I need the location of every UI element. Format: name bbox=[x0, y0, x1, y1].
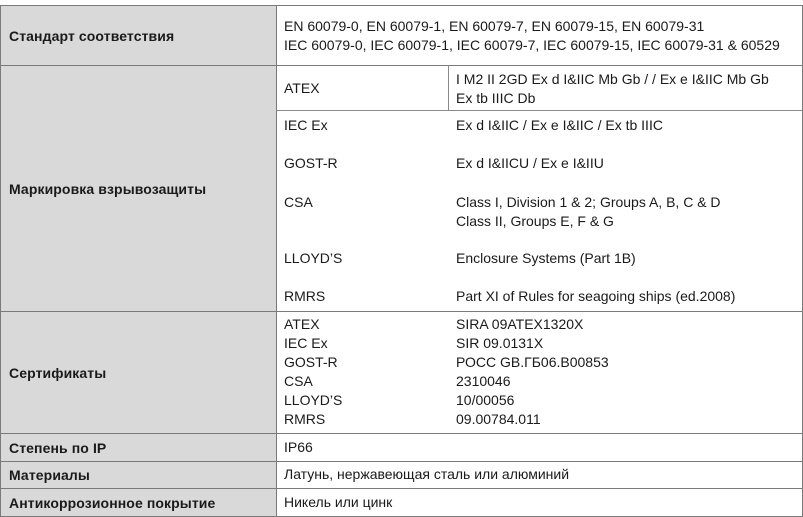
cert-key: RMRS bbox=[284, 411, 326, 427]
table-border-left bbox=[0, 5, 1, 517]
marking-key-gostr: GOST-R bbox=[284, 155, 338, 171]
cert-value: 2310046 bbox=[456, 373, 511, 389]
cert-value: 10/00056 bbox=[456, 392, 515, 408]
row-header-marking bbox=[0, 66, 276, 311]
table-border-top bbox=[0, 5, 803, 6]
marking-value-gostr: Ex d I&IICU / Ex e I&IIU bbox=[456, 155, 604, 171]
marking-key-iecex: IEC Ex bbox=[284, 117, 328, 133]
cert-value: SIRA 09ATEX1320X bbox=[456, 316, 584, 332]
marking-value-csa: Class II, Groups E, F & G bbox=[456, 213, 614, 229]
row-divider bbox=[0, 433, 803, 434]
cert-key: CSA bbox=[284, 373, 313, 389]
row-divider bbox=[0, 311, 803, 312]
row-divider bbox=[0, 65, 803, 66]
marking-value-lloyds: Enclosure Systems (Part 1B) bbox=[456, 250, 636, 266]
row-divider bbox=[276, 110, 803, 111]
marking-label: Маркировка взрывозащиты bbox=[9, 180, 207, 197]
marking-value-atex: Ex tb IIIC Db bbox=[456, 90, 536, 106]
ip-value: IP66 bbox=[284, 439, 313, 455]
marking-key-csa: CSA bbox=[284, 194, 313, 210]
marking-key-rmrs: RMRS bbox=[284, 288, 326, 304]
coating-label: Антикоррозионное покрытие bbox=[9, 494, 216, 511]
column-divider bbox=[276, 5, 277, 517]
marking-value-atex: I M2 II 2GD Ex d I&IIC Mb Gb / / Ex e I&IIC Mb Gb bbox=[456, 71, 769, 87]
materials-label: Материалы bbox=[9, 467, 90, 483]
marking-value-iecex: Ex d I&IIC / Ex e I&IIC / Ex tb IIIC bbox=[456, 117, 663, 133]
coating-value: Никель или цинк bbox=[284, 494, 393, 510]
standard-label: Стандарт соответствия bbox=[9, 27, 175, 44]
row-divider bbox=[0, 461, 803, 462]
standard-line: EN 60079-0, EN 60079-1, EN 60079-7, EN 60079-15, EN 60079-31 bbox=[284, 18, 705, 34]
materials-value: Латунь, нержавеющая сталь или алюминий bbox=[284, 466, 570, 482]
cert-key: IEC Ex bbox=[284, 335, 328, 351]
cert-value: 09.00784.011 bbox=[456, 411, 541, 427]
column-divider-inner bbox=[448, 65, 449, 111]
cert-value: РОСС GB.ГБ06.В00853 bbox=[456, 354, 609, 370]
marking-value-rmrs: Part XI of Rules for seagoing ships (ed.2008) bbox=[456, 288, 736, 304]
row-header-materials bbox=[0, 462, 276, 488]
cert-key: ATEX bbox=[284, 316, 320, 332]
marking-key-atex: ATEX bbox=[284, 80, 320, 96]
standard-line: IEC 60079-0, IEC 60079-1, IEC 60079-7, IEC 60079-15, IEC 60079-31 & 60529 bbox=[284, 37, 780, 53]
row-header-standard bbox=[0, 6, 276, 65]
row-divider bbox=[0, 488, 803, 489]
row-header-certificates bbox=[0, 312, 276, 433]
certificates-label: Сертификаты bbox=[9, 364, 107, 381]
cert-key: GOST-R bbox=[284, 354, 338, 370]
marking-value-csa: Class I, Division 1 & 2; Groups A, B, C & D bbox=[456, 194, 721, 210]
marking-key-lloyds: LLOYD’S bbox=[284, 250, 343, 266]
cert-key: LLOYD’S bbox=[284, 392, 343, 408]
ip-label: Степень по IP bbox=[9, 439, 107, 456]
row-header-ip bbox=[0, 434, 276, 461]
cert-value: SIR 09.0131X bbox=[456, 335, 544, 351]
row-header-coating bbox=[0, 489, 276, 516]
